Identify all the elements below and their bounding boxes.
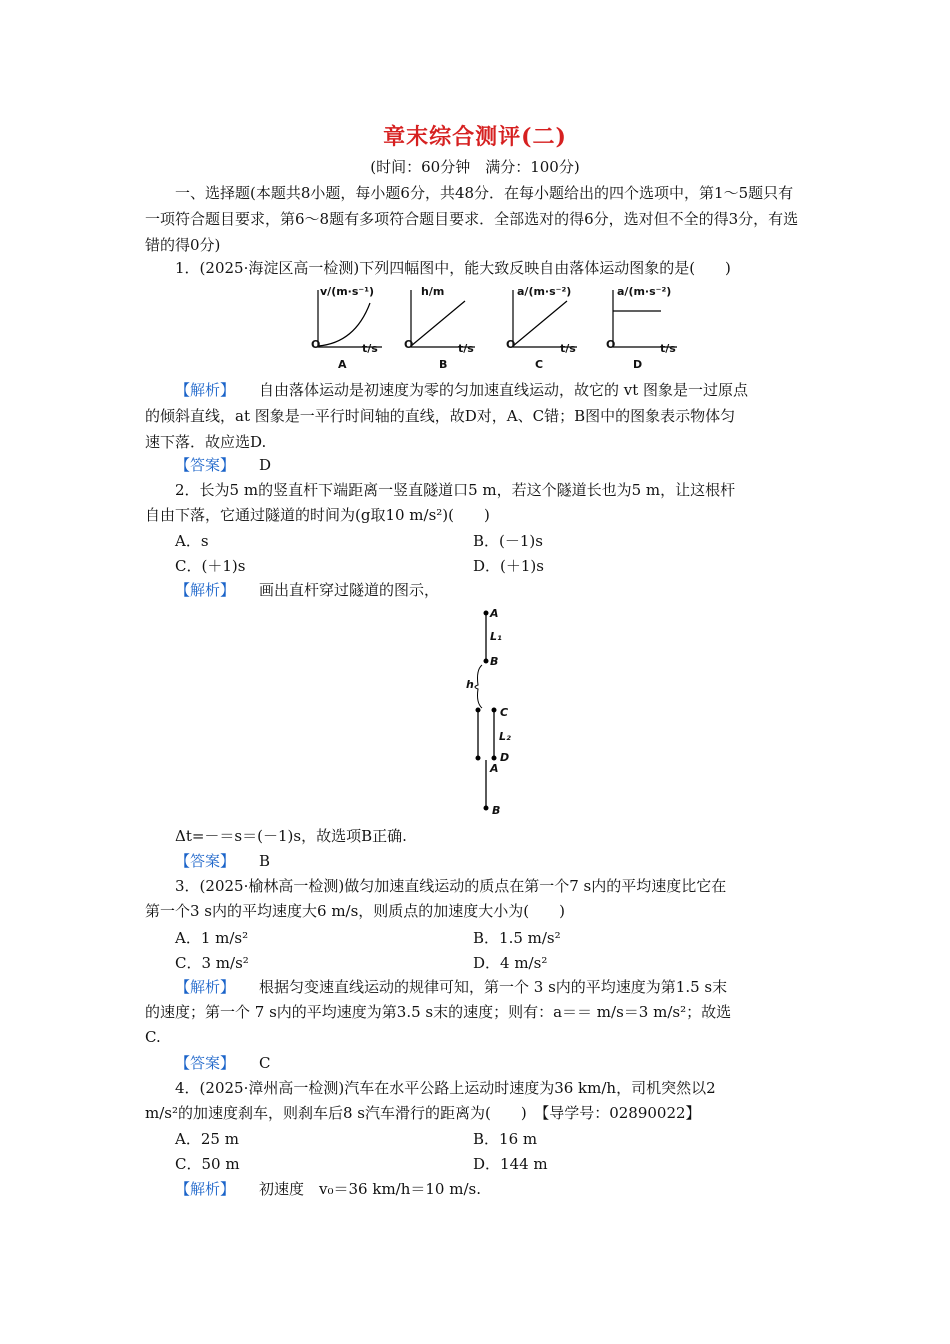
q1-graph-a-ylabel: v/(m·s⁻¹) [320,285,375,298]
q3-analysis-line1 [175,977,727,997]
q1-answer [175,455,271,475]
q2-stem-line1: 2．长为5 m的竖直杆下端距离一竖直隧道口5 m，若这个隧道长也为5 m，让这根杆 [175,481,736,499]
q1-graph-c-origin: O [506,338,516,351]
analysis-tag: 【解析】 [175,978,236,996]
q4-option-b: B．16 m [473,1130,538,1148]
q1-stem: 1．(2025·海淀区高一检测)下列四幅图中，能大致反映自由落体运动图象的是( ) [175,259,731,277]
answer-tag: 【答案】 [175,456,236,474]
q1-answer-value: D [259,456,272,474]
q1-analysis-line2: 的倾斜直线，at 图象是一平行时间轴的直线，故D对，A、C错；B图中的图象表示物体匀 [145,407,736,425]
q3-option-a: A．1 m/s² [175,929,249,947]
diagram-label-c: C [500,706,509,719]
q1-graph-d-letter: D [633,358,643,371]
diagram-label-l2: L₂ [499,730,511,743]
diagram-label-d: D [500,751,510,764]
analysis-tag: 【解析】 [175,381,236,399]
q3-analysis-line3: C. [145,1028,161,1046]
q1-graph-c-ylabel: a/(m·s⁻²) [517,285,572,298]
page-title: 章末综合测评(二) [383,124,567,150]
q4-stem-line2: m/s²的加速度刹车，则刹车后8 s汽车滑行的距离为( ) 【导学号：02890022】 [145,1104,701,1122]
q1-graph-a-origin: O [311,338,321,351]
q4-analysis [175,1179,481,1199]
answer-tag: 【答案】 [175,852,236,870]
diagram-label-a-bottom: A [490,762,499,775]
section-instructions: 一、选择题(本题共8小题，每小题6分，共48分．在每小题给出的四个选项中，第1～5题只有一项符合题目要求，第6～8题有多项符合题目要求．全部选对的得6分，选对但不全的得3分，有选错的得0分) [145,184,799,254]
q1-graph-b-letter: B [439,358,448,371]
q1-graph-b-xlabel: t/s [458,342,474,355]
q3-answer [175,1053,271,1073]
q1-analysis-line1 [175,380,748,400]
page-subtitle: (时间：60分钟 满分：100分) [370,158,580,176]
q4-option-a: A．25 m [175,1130,239,1148]
q1-graph-c-xlabel: t/s [560,342,576,355]
diagram-label-b-top: B [490,655,499,668]
q1-analysis-text1: 自由落体运动是初速度为零的匀加速直线运动，故它的 vt 图象是一过原点 [259,381,749,399]
q2-option-a: A．s [175,532,209,550]
q2-analysis-text: 画出直杆穿过隧道的图示， [259,581,440,599]
q3-analysis-text1: 根据匀变速直线运动的规律可知，第一个 3 s内的平均速度为第1.5 s末 [259,978,728,996]
q1-graph-b-ylabel: h/m [421,285,445,298]
diagram-label-l1: L₁ [490,630,502,643]
q1-graph-a-letter: A [338,358,347,371]
q3-option-c: C．3 m/s² [175,954,249,972]
q2-stem-line2: 自由下落，它通过隧道的时间为(g取10 m/s²)( ) [145,506,490,524]
q1-graph-a-xlabel: t/s [362,342,378,355]
q3-analysis-line2: 的速度；第一个 7 s内的平均速度为第3.5 s末的速度；则有：a＝＝ m/s＝3 m/s²；故选 [145,1003,732,1021]
q4-stem-line1: 4．(2025·漳州高一检测)汽车在水平公路上运动时速度为36 km/h，司机突然以2 [175,1079,716,1097]
answer-tag: 【答案】 [175,1054,236,1072]
diagram-label-a-top: A [490,607,499,620]
q1-graph-d-ylabel: a/(m·s⁻²) [617,285,672,298]
q2-analysis [175,580,439,600]
q1-graph-c-letter: C [535,358,544,371]
q3-answer-value: C [259,1054,271,1072]
q2-answer [175,851,270,871]
q2-option-d: D．(＋1)s [473,557,544,575]
diagram-label-h: h [466,678,474,691]
q4-analysis-text: 初速度 v₀＝36 km/h＝10 m/s. [259,1180,481,1198]
q1-graph-d-xlabel: t/s [660,342,676,355]
q3-stem-line1: 3．(2025·榆林高一检测)做匀加速直线运动的质点在第一个7 s内的平均速度比它在 [175,877,727,895]
diagram-label-b-bottom: B [492,804,501,817]
q3-option-d: D．4 m/s² [473,954,548,972]
q2-answer-value: B [259,852,271,870]
q2-option-b: B．(－1)s [473,532,543,550]
analysis-tag: 【解析】 [175,1180,236,1198]
analysis-tag: 【解析】 [175,581,236,599]
q1-graph-d-origin: O [606,338,616,351]
q1-analysis-line3: 速下落．故应选D. [145,433,267,451]
q1-graph-b-origin: O [404,338,414,351]
q3-option-b: B．1.5 m/s² [473,929,561,947]
q2-formula: Δt=－＝s＝(－1)s，故选项B正确. [175,827,407,845]
q2-option-c: C．(＋1)s [175,557,246,575]
q3-stem-line2: 第一个3 s内的平均速度大6 m/s，则质点的加速度大小为( ) [145,902,566,920]
q4-option-c: C．50 m [175,1155,240,1173]
q4-option-d: D．144 m [473,1155,548,1173]
